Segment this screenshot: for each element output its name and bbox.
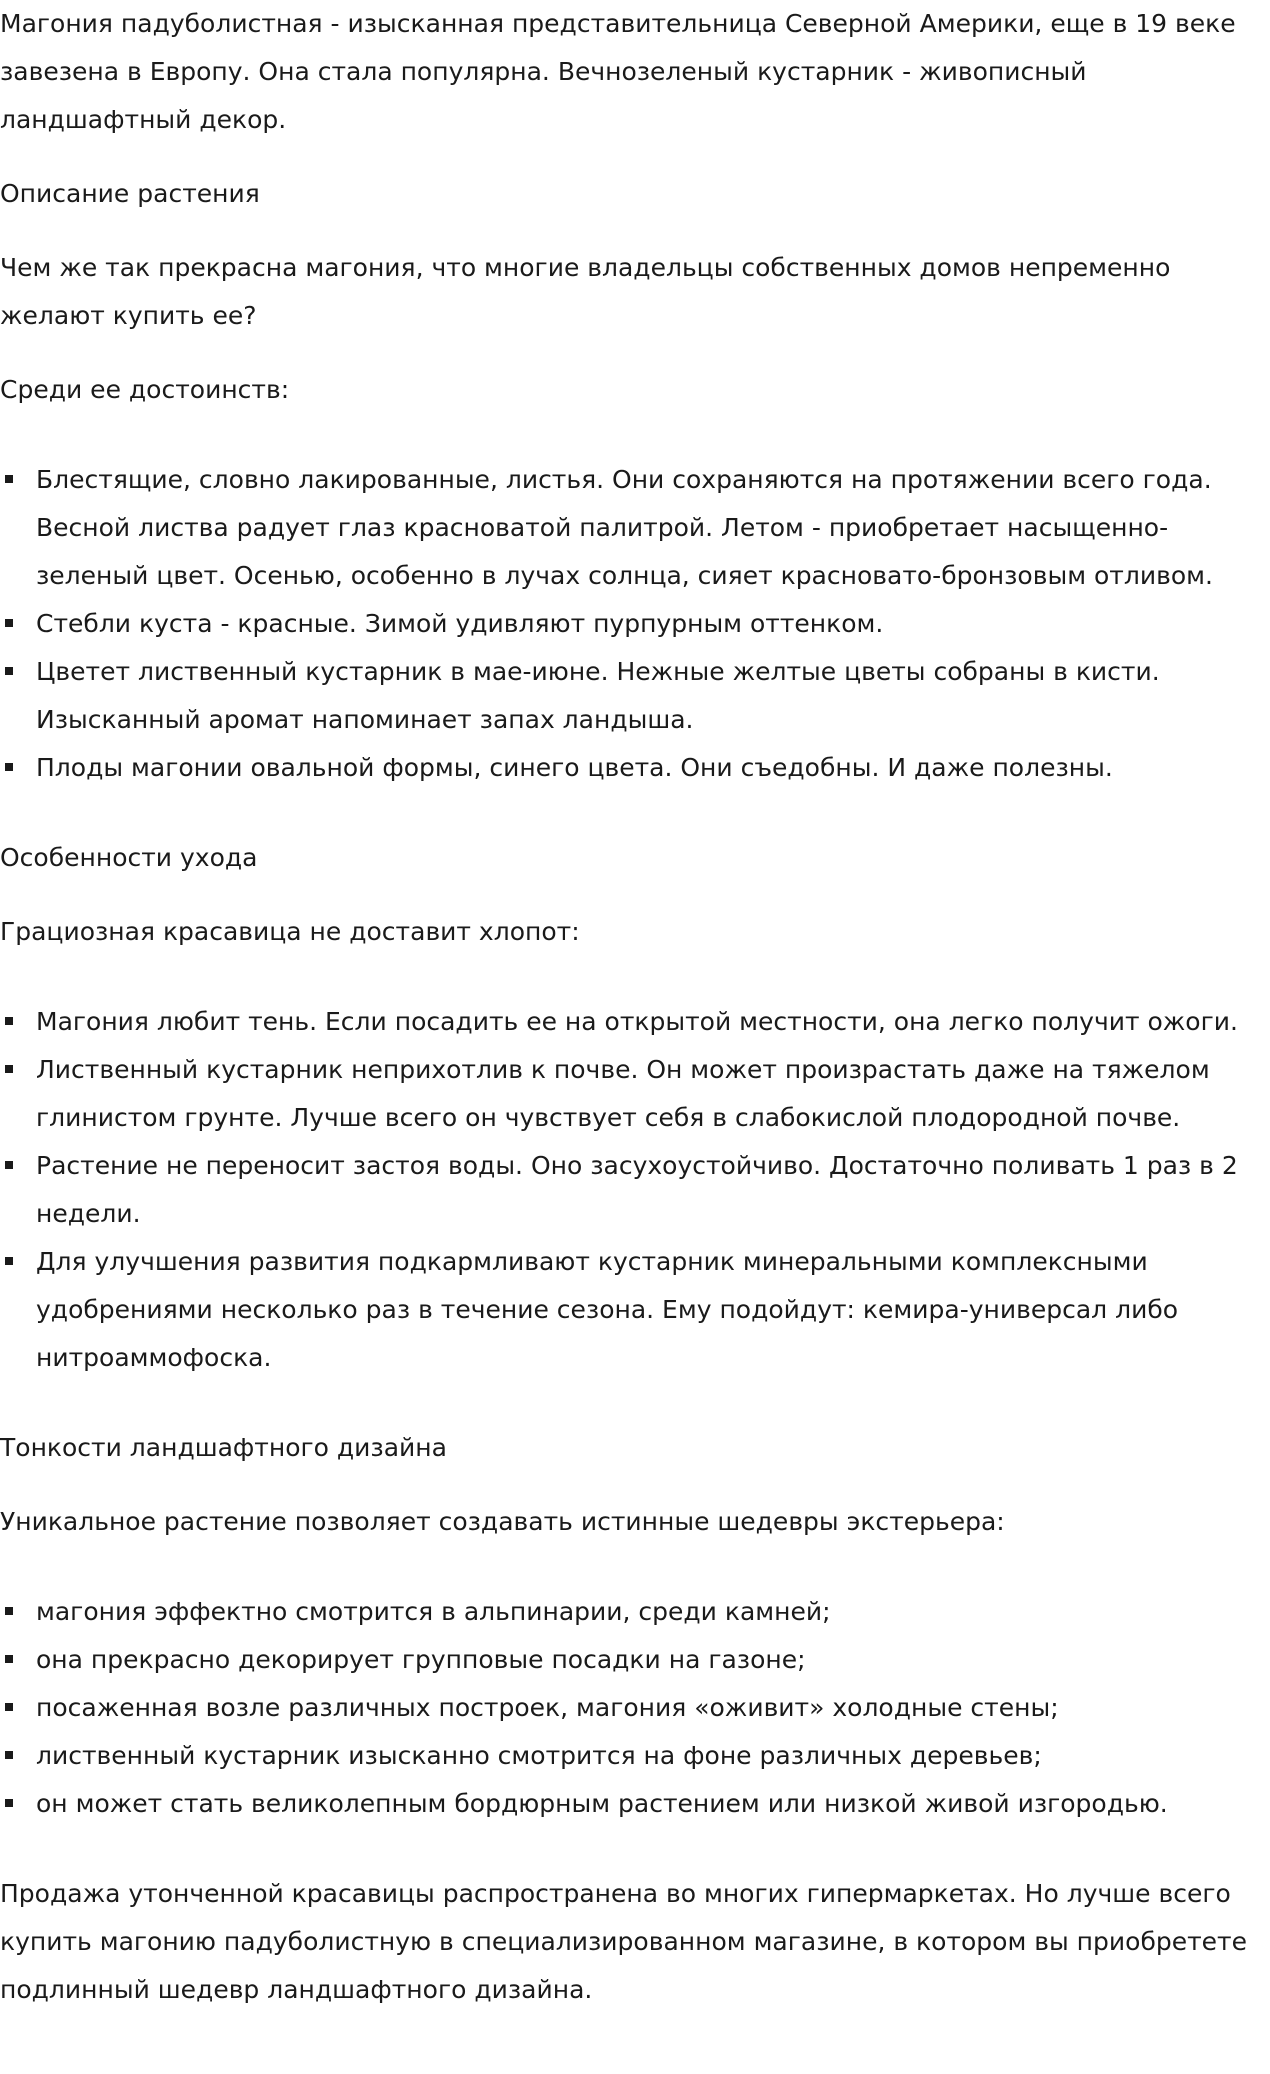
advantages-list — [0, 456, 1260, 792]
conclusion-paragraph: Продажа утонченной красавицы распространена во многих гипермаркетах. Но лучше всего купить магонию падуболистную в специализированном магазине, в котором вы приобретете подлинный шедевр ландшафтного дизайна. — [0, 1879, 1247, 2004]
design-lead: Уникальное растение позволяет создавать истинные шедевры экстерьера: — [0, 1507, 1005, 1536]
design-list — [0, 1588, 1260, 1828]
list-item: Для улучшения развития подкармливают кустарник минеральными комплексными удобрениями несколько раз в течение сезона. Ему подойдут: кемира-универсал либо нитроаммофоска. — [36, 1238, 1260, 1382]
list-item: магония эффектно смотрится в альпинарии, среди камней; — [36, 1588, 1260, 1636]
section-heading-care: Особенности ухода — [0, 843, 258, 872]
advantages-lead: Среди ее достоинств: — [0, 375, 290, 404]
intro-paragraph: Магония падуболистная - изысканная представительница Северной Америки, еще в 19 веке завезена в Европу. Она стала популярна. Вечнозеленый кустарник - живописный ландшафтный декор. — [0, 9, 1236, 134]
section-heading-description: Описание растения — [0, 179, 260, 208]
list-item: Цветет лиственный кустарник в мае-июне. Нежные желтые цветы собраны в кисти. Изысканный аромат напоминает запах ландыша. — [36, 648, 1260, 744]
list-item: лиственный кустарник изысканно смотрится на фоне различных деревьев; — [36, 1732, 1260, 1780]
care-list — [0, 998, 1260, 1382]
list-item: она прекрасно декорирует групповые посадки на газоне; — [36, 1636, 1260, 1684]
list-item: Растение не переносит застоя воды. Оно засухоустойчиво. Достаточно поливать 1 раз в 2 недели. — [36, 1142, 1260, 1238]
list-item: Магония любит тень. Если посадить ее на открытой местности, она легко получит ожоги. — [36, 998, 1260, 1046]
list-item: Плоды магонии овальной формы, синего цвета. Они съедобны. И даже полезны. — [36, 744, 1260, 792]
care-lead: Грациозная красавица не доставит хлопот: — [0, 917, 580, 946]
list-item: Лиственный кустарник неприхотлив к почве. Он может произрастать даже на тяжелом глинистом грунте. Лучше всего он чувствует себя в слабокислой плодородной почве. — [36, 1046, 1260, 1142]
list-item: посаженная возле различных построек, магония «оживит» холодные стены; — [36, 1684, 1260, 1732]
description-question: Чем же так прекрасна магония, что многие владельцы собственных домов непременно желают купить ее? — [0, 253, 1171, 330]
list-item: он может стать великолепным бордюрным растением или низкой живой изгородью. — [36, 1780, 1260, 1828]
list-item: Блестящие, словно лакированные, листья. Они сохраняются на протяжении всего года. Весной листва радует глаз красноватой палитрой. Летом - приобретает насыщенно-зеленый цвет. Осенью, особенно в лучах солнца, сияет красновато-бронзовым отливом. — [36, 456, 1260, 600]
list-item: Стебли куста - красные. Зимой удивляют пурпурным оттенком. — [36, 600, 1260, 648]
section-heading-design: Тонкости ландшафтного дизайна — [0, 1433, 447, 1462]
